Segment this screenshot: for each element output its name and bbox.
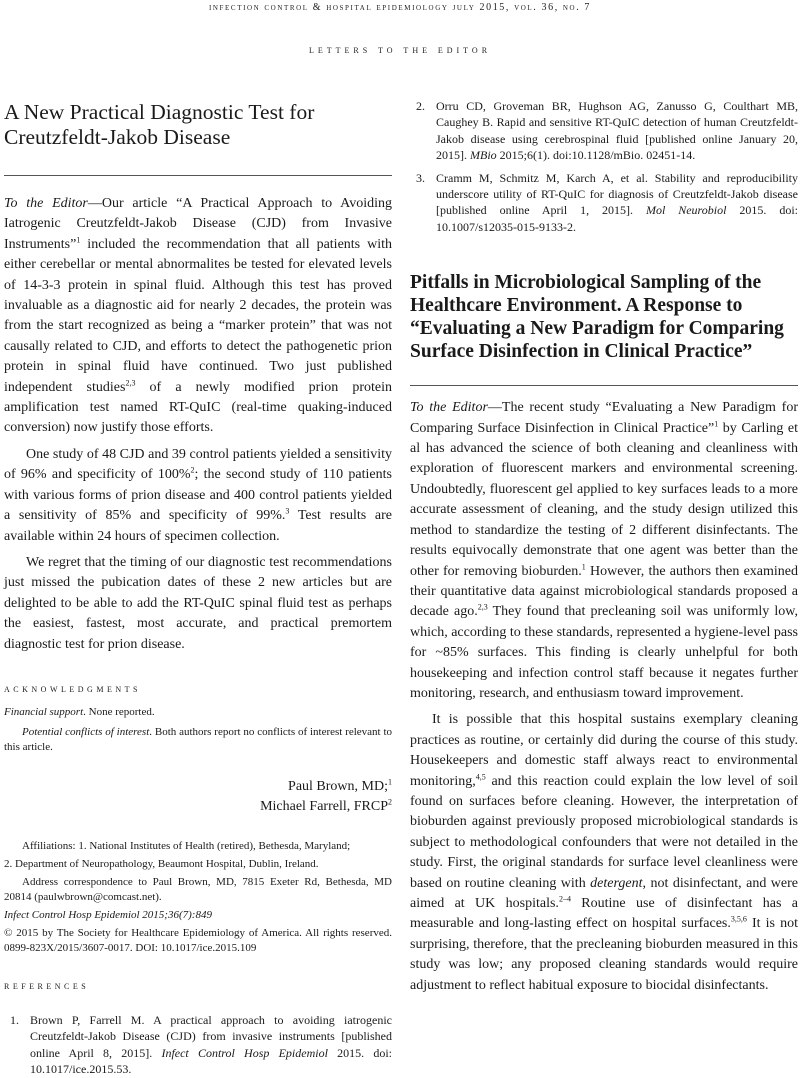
- correspondence-address: Address correspondence to Paul Brown, MD, 7815 Exeter Rd, Bethesda, MD 20814 (paulwbrown@comcast.net).: [4, 875, 392, 903]
- title-line-2: Creutzfeldt-Jakob Disease: [4, 125, 231, 149]
- reference-list-continued: [410, 98, 798, 235]
- affiliation-1: Affiliations: 1. National Institutes of Health (retired), Bethesda, Maryland;: [22, 839, 351, 852]
- left-column: [4, 96, 392, 1078]
- title-line-1: A New Practical Diagnostic Test for: [4, 100, 315, 124]
- reference-item: 1. Brown P, Farrell M. A practical approach to avoiding iatrogenic Creutzfeldt-Jakob Disease (CJD) from invasive instruments [published online April 8, 2015]. Infect Control Hosp Epidemiol 2015. doi: 10.1017/ice.2015.53.: [10, 1012, 392, 1077]
- right-column: [410, 96, 798, 996]
- journal-citation: Infect Control Hosp Epidemiol 2015;36(7):849: [4, 908, 212, 921]
- title-rule: [410, 385, 798, 386]
- title-line-4: Surface Disinfection in Clinical Practice”: [410, 341, 753, 363]
- references-heading: references: [4, 979, 90, 992]
- title-rule: [4, 175, 392, 176]
- reference-list: [4, 1012, 392, 1078]
- letter-paragraph-1: To the Editor—The recent study “Evaluating a New Paradigm for Comparing Surface Disinfection in Clinical Practice”$^1$ by Carling et al has advanced the science of both cleaning and cleanliness with exploration of fluorescent markers and environmental screening. Undoubtedly, fluorescent gel applied to key surfaces leads to a more accurate assessment of cleaning, and the study design utilized this method to standardize the testing of 2 different disinfectants. The results equivocally demonstrate that one agent was better than the other for removing bioburden.$^1$ However, the authors then examined their quantitative data against microbiological standards proposed a decade ago.$^{2,3}$ They found that precleaning soil was uniformly low, which, according to these standards, represented a hygiene-level pass for ~85% surfaces. This finding is clearly unhelpful for both housekeeping and infection control staff because it negates further monitoring, research, and enthusiasm toward improvement.: [410, 400, 799, 701]
- running-head: infection control & hospital epidemiology july 2015, vol. 36, no. 7: [208, 2, 592, 13]
- reference-item: 3. Cramm M, Schmitz M, Karch A, et al. Stability and reproducibility underscore utility of RT-QuIC for diagnosis of Creutzfeldt-Jakob disease [published online April 1, 2015]. Mol Neurobiol 2015. doi: 10.1007/s12035-015-9133-2.: [416, 170, 798, 234]
- acknowledgments-heading: acknowledgments: [4, 682, 141, 695]
- article-title: [4, 100, 392, 150]
- title-line-2: Healthcare Environment. A Response to: [410, 295, 743, 317]
- title-line-3: “Evaluating a New Paradigm for Comparing: [410, 318, 784, 340]
- reference-item: 2. Orru CD, Groveman BR, Hughson AG, Zanusso G, Coulthart MB, Caughey B. Rapid and sensitive RT-QuIC detection of human Creutzfeldt-Jakob disease using cerebrospinal fluid [published online January 20, 2015]. MBio 2015;6(1). doi:10.1128/mBio. 02451-14.: [416, 99, 798, 163]
- section-label: letters to the editor: [308, 44, 492, 56]
- conflicts-of-interest: Potential conflicts of interest. Both authors report no conflicts of interest relevant to this article.: [4, 725, 392, 753]
- to-the-editor-lead: To the Editor: [4, 196, 88, 211]
- financial-support: Financial support. None reported.: [4, 705, 155, 718]
- title-line-1: Pitfalls in Microbiological Sampling of the: [410, 272, 762, 294]
- copyright-line: © 2015 by The Society for Healthcare Epidemiology of America. All rights reserved. 0899-823X/2015/3607-0017. DOI: 10.1017/ice.2015.109: [4, 926, 392, 954]
- affiliation-2: 2. Department of Neuropathology, Beaumont Hospital, Dublin, Ireland.: [4, 857, 319, 870]
- author-1: Paul Brown, MD;$^1$: [288, 777, 392, 794]
- article-title: [410, 271, 798, 363]
- letter-paragraph-2: It is possible that this hospital sustains exemplary cleaning practices as routine, or certainly did during the course of this study. Housekeepers and domestic staff always react to environmental monitoring,$^{4,5}$ and this reaction could explain the low level of soil found on surfaces before cleaning. However, the interpretation of bioburden against previously proposed microbiological standards is subject to methodological confounders that were not detailed in the study. First, the original standards for surface level cleanliness were based on routine cleaning with detergent, not disinfectant, and were aimed at UK hospitals.$^{2-4}$ Routine use of disinfectant has a measurable and long-lasting effect on hospital surfaces.$^{3,5,6}$ It is not surprising, therefore, that the precleaning bioburden measured in this study was low; any proposed cleaning standards would require adjustment to reflect habitual exposure to biocidal disinfectants.: [410, 712, 799, 993]
- letter-paragraph-2: One study of 48 CJD and 39 control patients yielded a sensitivity of 96% and specificity of 100%$^2$; the second study of 110 patients with various forms of prion disease and 400 control patients yielded a sensitivity of 85% and specificity of 99%.$^3$ Test results are available within 24 hours of specimen collection.: [4, 446, 392, 544]
- letter-paragraph-3: We regret that the timing of our diagnostic test recommendations just missed the pubication dates of these 2 new articles but are delighted to be able to add the RT-QuIC spinal fluid test as perhaps the easiest, fastest, most accurate, and practical premortem diagnostic test for prion disease.: [4, 554, 392, 652]
- to-the-editor-lead: To the Editor: [410, 400, 488, 416]
- letter-paragraph-1: To the Editor—Our article “A Practical Approach to Avoiding Iatrogenic Creutzfeldt-Jakob Disease (CJD) from Invasive Instruments”$^1$ included the recommendation that all patients with either cerebellar or mental abnormalites be tested for elevated levels of 14-3-3 protein in spinal fluid. Although this test has proved invaluable as a diagnostic aid for nearly 2 decades, the protein was from the start recognized as being a “marker protein” that was not causally related to CJD, and efforts to detect the pathogenetic prion protein in spinal fluid have continued. Two just published independent studies$^{2,3}$ of a newly modified prion protein amplification test named RT-QuIC (real-time quaking-induced conversion) now justify those efforts.: [4, 196, 393, 436]
- author-2: Michael Farrell, FRCP$^2$: [260, 797, 392, 814]
